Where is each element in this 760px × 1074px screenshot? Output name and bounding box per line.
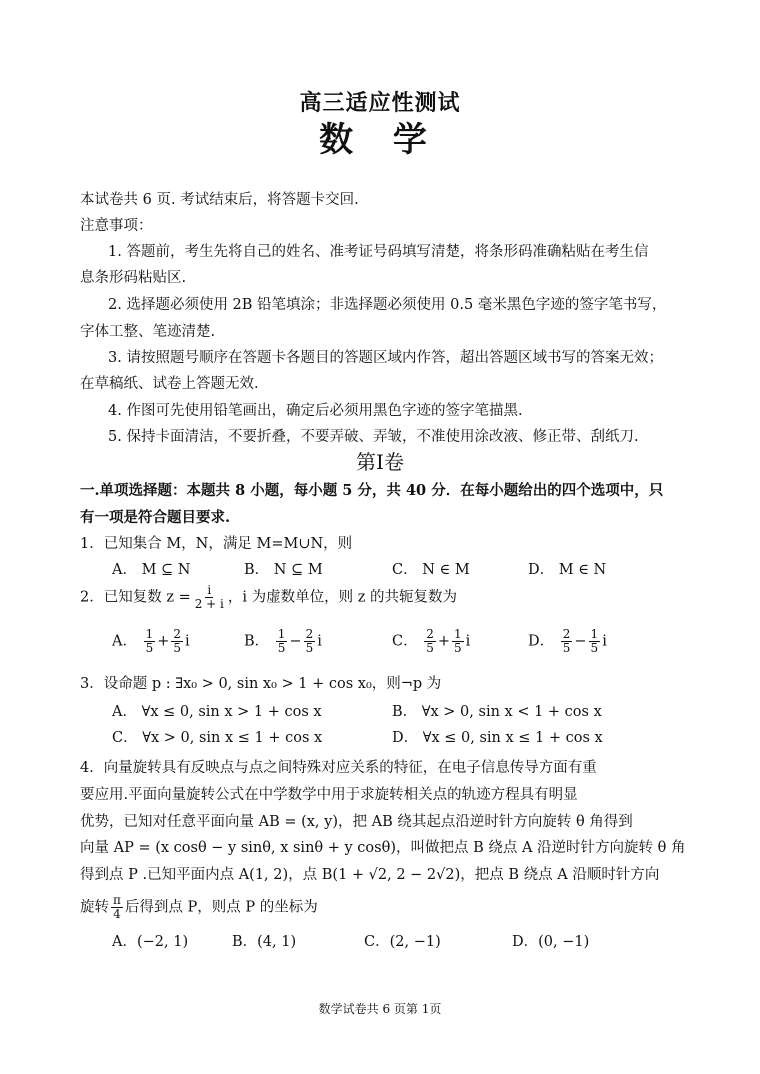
q2-stem-pre: 2．已知复数 z = <box>80 589 191 606</box>
q4-l6-post: 后得到点 P，则点 P 的坐标为 <box>124 899 318 916</box>
part1-heading: 一.单项选择题：本题共 8 小题，每小题 5 分，共 40 分．在每小题给出的四个选项中，只 <box>80 482 664 499</box>
q1-option-c: C． N ∈ M <box>392 562 470 578</box>
intro-line: 本试卷共 6 页. 考试结束后，将答题卡交回. <box>80 192 359 208</box>
q2-stem <box>80 584 457 611</box>
notice-1a: 1. 答题前，考生先将自己的姓名、准考证号码填写清楚，将条形码准确粘贴在考生信 <box>108 244 649 260</box>
notice-3a: 3. 请按照题号顺序在答题卡各题目的答题区域内作答，超出答题区域书写的答案无效； <box>108 350 663 366</box>
q4-frac-den: 4 <box>113 907 121 921</box>
q3-option-a: A． ∀x ≤ 0, sin x > 1 + cos x <box>112 704 322 720</box>
exam-subtitle: 高三适应性测试 <box>299 90 461 116</box>
q4-line-3: 优势，已知对任意平面向量 AB = (x, y)，把 AB 绕其起点沿逆时针方向旋转 θ 角得到 <box>80 814 633 830</box>
frac: $\frac{1}{5}$ <box>145 627 154 655</box>
frac: $\frac{2}{5}$ <box>173 627 182 655</box>
q4-line-6 <box>80 894 318 921</box>
q2-option-d: D． $\frac{2}{5}$ − $\frac{1}{5}$ i <box>528 627 607 655</box>
q4-option-a: A．(−2, 1) <box>112 934 189 950</box>
q4-line-2: 要应用.平面向量旋转公式在中学数学中用于求旋转相关点的轨迹方程具有明显 <box>80 787 578 803</box>
frac: $\frac{2}{5}$ <box>426 627 434 655</box>
exam-subject: 数 学 <box>319 120 441 160</box>
q4-line-4: 向量 AP = (x cosθ − y sinθ, x sinθ + y cosθ)，叫做把点 B 绕点 A 沿逆时针方向旋转 θ 角 <box>80 840 686 856</box>
page-footer: 数学试卷共 6 页第 1页 <box>318 1002 442 1016</box>
q4-l6-pre: 旋转 <box>80 899 109 916</box>
q2-fraction <box>193 584 226 611</box>
q1-option-a: A． M ⊆ N <box>112 562 191 578</box>
q4-line-5: 得到点 P .已知平面内点 A(1, 2)，点 B(1 + √2, 2 − 2√2)，把点 B 绕点 A 沿顺时针方向 <box>80 867 660 883</box>
q3-option-d: D． ∀x ≤ 0, sin x ≤ 1 + cos x <box>392 730 603 746</box>
q4-fraction <box>111 894 123 921</box>
notice-4: 4. 作图可先使用铅笔画出，确定后必须用黑色字迹的签字笔描黑. <box>108 403 523 419</box>
q2-option-b-label: B． <box>244 633 270 650</box>
q4-option-d: D．(0, −1) <box>512 934 590 950</box>
notice-1b: 息条形码粘贴区. <box>80 270 187 286</box>
q3-stem: 3．设命题 p : ∃x₀ > 0, sin x₀ > 1 + cos x₀，则¬p 为 <box>80 676 442 692</box>
q2-stem-post: ，i 为虚数单位，则 z 的共轭复数为 <box>227 589 457 606</box>
q4-option-b: B．(4, 1) <box>232 934 297 950</box>
frac: $\frac{2}{5}$ <box>562 627 571 655</box>
notice-5: 5. 保持卡面清洁，不要折叠，不要弄破、弄皱，不准使用涂改液、修正带、刮纸刀. <box>108 429 639 445</box>
q2-option-d-label: D． <box>528 633 555 650</box>
part1-heading-cont: 有一项是符合题目要求. <box>80 509 231 526</box>
frac: $\frac{1}{5}$ <box>454 627 462 655</box>
q2-option-c-label: C． <box>392 633 418 650</box>
q2-frac-num: i <box>207 583 212 597</box>
notice-2b: 字体工整、笔迹清楚. <box>80 324 216 340</box>
q2-frac-den: 2 + i <box>194 597 224 611</box>
q4-option-c: C．(2, −1) <box>364 934 441 950</box>
q3-option-b: B． ∀x > 0, sin x < 1 + cos x <box>392 704 602 720</box>
q2-option-a: A． $\frac{1}{5}$ + $\frac{2}{5}$ i <box>112 627 190 655</box>
q2-option-a-label: A． <box>112 633 137 650</box>
frac: $\frac{1}{5}$ <box>277 627 286 655</box>
section-title: 第Ⅰ卷 <box>356 450 404 474</box>
q4-frac-num: π <box>113 893 121 907</box>
q1-stem: 1．已知集合 M，N，满足 M=M∪N，则 <box>80 536 353 552</box>
frac: $\frac{2}{5}$ <box>305 627 314 655</box>
notice-2a: 2. 选择题必须使用 2B 铅笔填涂；非选择题必须使用 0.5 毫米黑色字迹的签字笔书写， <box>108 297 667 313</box>
q1-option-d: D． M ∈ N <box>528 562 607 578</box>
q4-line-1: 4．向量旋转具有反映点与点之间特殊对应关系的特征，在电子信息传导方面有重 <box>80 760 597 776</box>
q1-option-b: B． N ⊆ M <box>244 562 323 578</box>
q2-option-c: C． $\frac{2}{5}$ + $\frac{1}{5}$ i <box>392 627 471 655</box>
notice-3b: 在草稿纸、试卷上答题无效. <box>80 376 259 392</box>
frac: $\frac{1}{5}$ <box>590 627 599 655</box>
notice-title: 注意事项： <box>80 218 153 234</box>
q2-option-b: B． $\frac{1}{5}$ − $\frac{2}{5}$ i <box>244 627 322 655</box>
q3-option-c: C． ∀x > 0, sin x ≤ 1 + cos x <box>112 730 323 746</box>
